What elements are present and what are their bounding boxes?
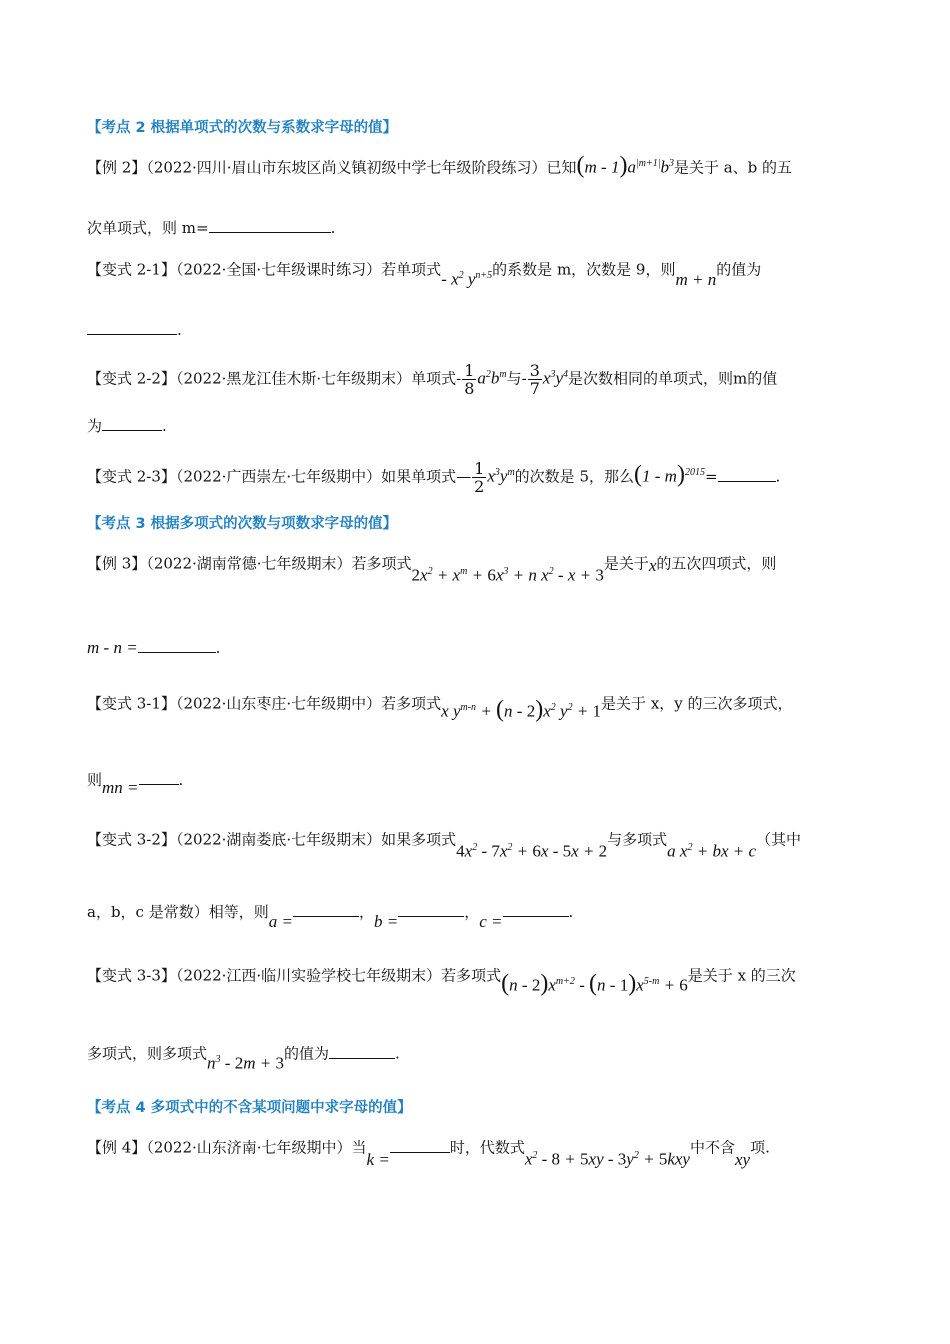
variant-3-1-line-2: 则mn = . [87,771,184,797]
question-tag: 【变式 2-1】 [87,260,176,279]
answer-blank-b[interactable] [398,902,464,917]
answer-blank[interactable] [87,320,177,335]
question-tag: 【变式 3-2】 [87,830,176,849]
math-expression: (1 - m)$^{2015}$ [633,461,705,488]
math-expression: $2x^2 + x^m + 6x^3 + n$ $x^2 - x + 3$ [411,565,604,585]
variant-3-3-line-2: 多项式，则多项式$n^3 - 2m + 3$的值为 . [87,1044,400,1073]
variant-2-1-line-1: 【变式 2-1】（2022·全国·七年级课时练习）若单项式- $x^2$ $y^{n+5}$的系数是 m，次数是 9，则m + n的值为 [87,260,762,289]
variant-3-2-line-1: 【变式 3-2】（2022·湖南娄底·七年级期末）如果多项式$4x^2 - 7x^2 + 6x - 5x + 2$与多项式a $x^2$ + bx + c（其中 [87,830,802,861]
section-title-3: 【考点 3 根据多项式的次数与项数求字母的值】 [87,516,398,532]
math-expression: x $y^{m-n} + (n - 2)x^2$ $y^2 + 1$ [441,696,602,723]
example-3-line-1: 【例 3】（2022·湖南常德·七年级期末）若多项式$2x^2 + x^m + 6x^3 + n$ $x^2 - x + 3$是关于x的五次四项式，则 [87,554,777,585]
variant-3-3-line-1: 【变式 3-3】（2022·江西·临川实验学校七年级期末）若多项式$(n - 2)x^{m+2} - (n - 1)x^{5-m} + 6$是关于 x 的三次 [87,966,796,997]
math-expression: $(n - 2)x^{m+2} - (n - 1)x^{5-m} + 6$ [501,970,688,997]
math-expression: xy [734,1149,751,1169]
fraction: $\frac{1}{2}$ [474,459,485,496]
section-title-4: 【考点 4 多项式中的不含某项问题中求字母的值】 [87,1100,412,1116]
answer-blank-a[interactable] [293,902,359,917]
variant-2-2-line-2: 为 . [87,417,167,435]
variant-2-3-line-1: 【变式 2-3】（2022·广西崇左·七年级期中）如果单项式— $\frac{1}{2}$ $x^3y^m$的次数是 5，那么(1 - m)$^{2015}$= . [87,459,781,496]
math-expression: $x^3y^4$ [542,368,568,388]
question-tag: 【变式 3-1】 [87,694,176,713]
math-expression: - $x^2$ $y^{n+5}$ [441,269,493,289]
question-tag: 【变式 2-3】 [87,467,176,486]
example-4-line-1: 【例 4】（2022·山东济南·七年级期中）当k =时，代数式$x^2 - 8 + 5xy - 3y^2 + 5kxy$中不含xy项. [87,1138,770,1169]
math-expression: m + n [675,269,717,289]
math-expression: x [648,555,657,575]
math-expression: $x^3y^m$ [487,466,515,486]
math-expression: $a^2b^m$ [477,368,507,388]
answer-blank[interactable] [209,218,331,233]
math-expression: $n^3 - 2m + 3$ [207,1053,284,1073]
fraction: $\frac{3}{7}$ [529,361,540,398]
math-expression: $(m - 1)a^{|m+1|}b^3$ [576,152,674,179]
question-tag: 【例 2】 [87,158,147,177]
question-source: （2022·四川·眉山市东坡区尚义镇初级中学七年级阶段练习）已知 [146,158,577,177]
example-2-line-1: 【例 2】（2022·四川·眉山市东坡区尚义镇初级中学七年级阶段练习）已知$(m - 1)a^{|m+1|}b^3$是关于 a、b 的五 [87,152,793,179]
fraction: $\frac{1}{8}$ [464,361,475,398]
question-tag: 【变式 2-2】 [87,369,176,388]
variant-3-2-line-2: a，b，c 是常数）相等，则a = ，b = ，c = . [87,903,574,931]
math-expression: mn = [102,778,139,797]
answer-blank[interactable] [390,1138,450,1153]
variant-3-1-line-1: 【变式 3-1】（2022·山东枣庄·七年级期中）若多项式x $y^{m-n} + (n - 2)x^2$ $y^2 + 1$是关于 x，y 的三次多项式， [87,694,793,723]
answer-blank[interactable] [138,638,216,653]
answer-blank-c[interactable] [503,902,569,917]
section-title-2: 【考点 2 根据单项式的次数与系数求字母的值】 [87,120,398,136]
answer-blank[interactable] [139,770,179,785]
example-2-line-2: 次单项式，则 m= . [87,219,336,237]
question-tag: 【变式 3-3】 [87,966,176,985]
answer-blank[interactable] [329,1044,395,1059]
math-expression: a $x^2$ + bx + c [667,841,757,861]
question-tag: 【例 3】 [87,554,147,573]
variant-2-1-line-2: . [87,320,890,340]
answer-blank[interactable] [102,416,162,431]
math-expression: $4x^2 - 7x^2 + 6x - 5x + 2$ [456,841,608,861]
answer-blank[interactable] [718,467,776,482]
math-expression: $x^2 - 8 + 5xy - 3y^2 + 5kxy$ [524,1149,690,1169]
variant-2-2-line-1: 【变式 2-2】（2022·黑龙江佳木斯·七年级期末）单项式- $\frac{1}{8}$ $a^2b^m$与- $\frac{3}{7}$ $x^3y^4$是次数相同的单项式，则m的值 [87,361,778,398]
example-3-line-2: m - n = . [87,638,221,657]
question-tag: 【例 4】 [87,1138,147,1157]
